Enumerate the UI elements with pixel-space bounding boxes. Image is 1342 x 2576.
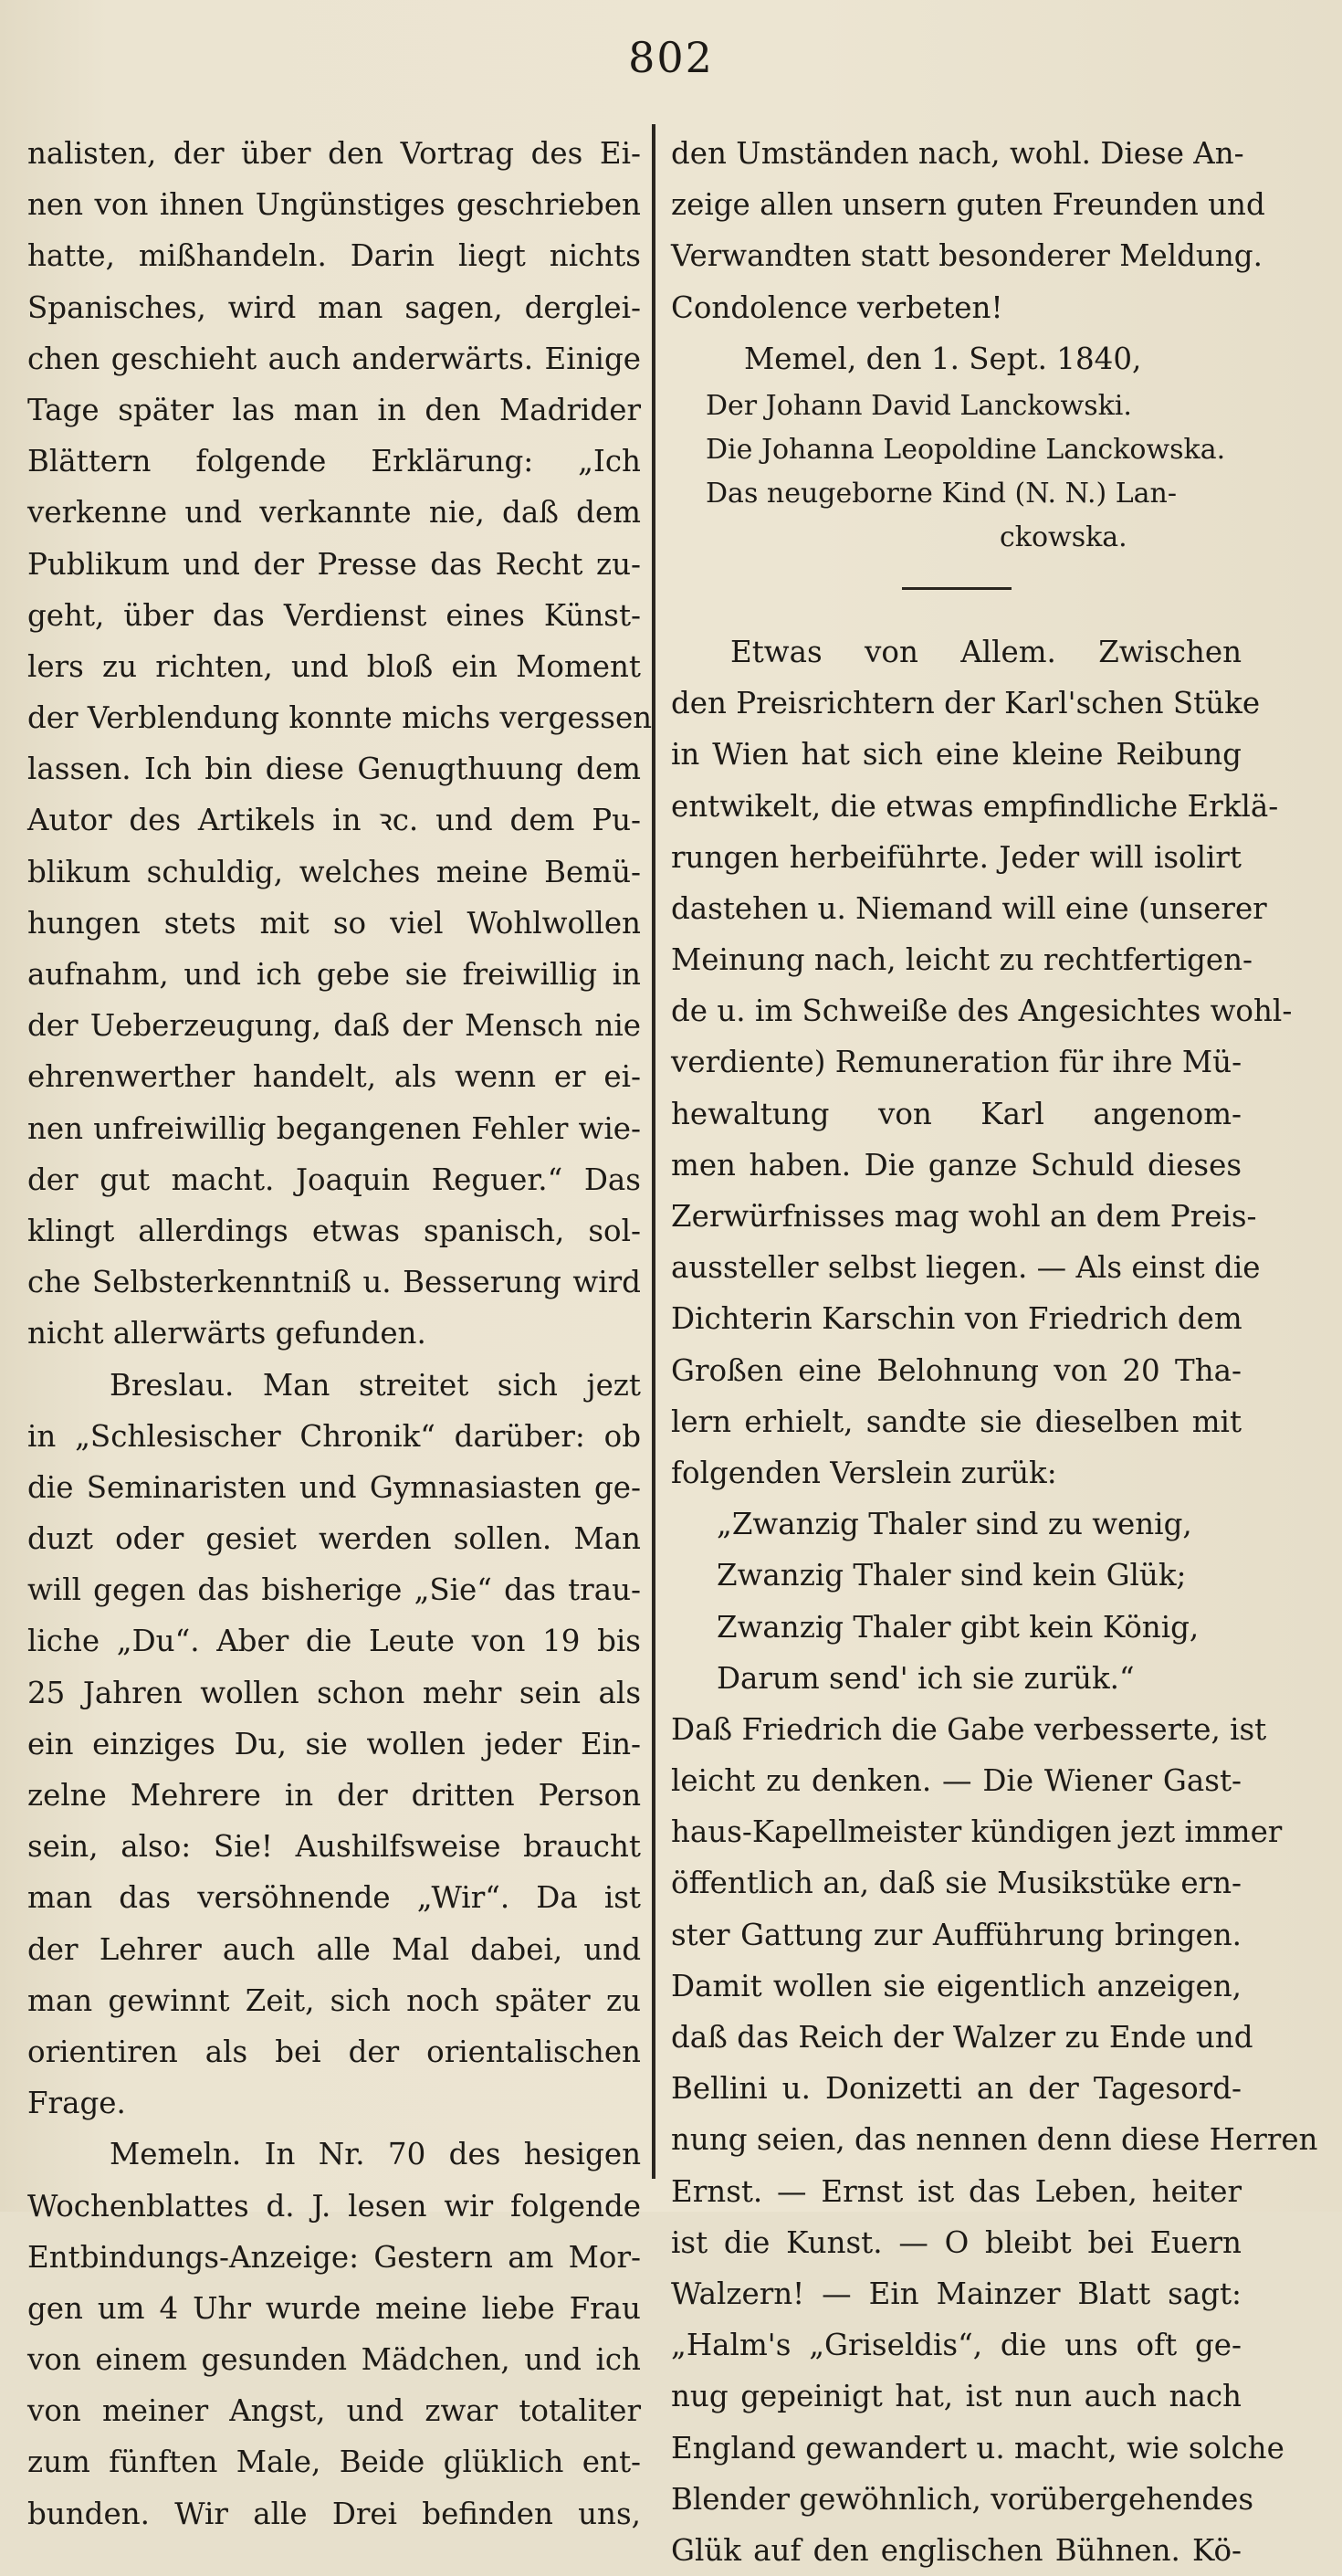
text-line: Wochenblattes d. J. lesen wir folgende (27, 2188, 641, 2224)
text-line: zeige allen unsern guten Freunden und (671, 187, 1265, 223)
text-line: nung seien, das nennen denn diese Herren (671, 2122, 1318, 2158)
text-line: in Wien hat sich eine kleine Reibung (671, 737, 1242, 773)
text-line: Glük auf den englischen Bühnen. Kö- (671, 2532, 1242, 2568)
text-line: dastehen u. Niemand will eine (unserer (671, 890, 1267, 926)
signature-line: ckowska. (1000, 520, 1127, 553)
poem-line: „Zwanzig Thaler sind zu wenig, (717, 1507, 1192, 1542)
text-line: chen geschieht auch anderwärts. Einige (27, 341, 641, 376)
text-line: blikum schuldig, welches meine Bemü- (27, 854, 641, 889)
text-line: lers zu richten, und bloß ein Moment (27, 648, 641, 684)
right-column (671, 128, 1318, 2576)
text-line: Tage später las man in den Madrider (27, 392, 641, 427)
announcement-signatures (671, 384, 1242, 560)
text-line: Memeln. In Nr. 70 des hesigen (110, 2137, 641, 2172)
announcement-date: Memel, den 1. Sept. 1840, (744, 341, 1142, 376)
poem (671, 1498, 1242, 1704)
text-line: duzt oder gesiet werden sollen. Man (27, 1521, 641, 1557)
text-line: von meiner Angst, und zwar totaliter (27, 2393, 641, 2429)
text-line: Ernst. — Ernst ist das Leben, heiter (671, 2173, 1242, 2209)
text-line: haus-Kapellmeister kündigen jezt immer (671, 1814, 1283, 1850)
text-line: Bellini u. Donizetti an der Tagesord- (671, 2071, 1242, 2107)
text-line: der Verblendung konnte michs vergessen (27, 700, 653, 736)
text-line: nen unfreiwillig begangenen Fehler wie- (27, 1110, 641, 1146)
text-line: che Selbsterkenntniß u. Besserung wird (27, 1265, 641, 1300)
text-line: liche „Du“. Aber die Leute von 19 bis (27, 1624, 641, 1659)
text-line: ster Gattung zur Aufführung bringen. (671, 1917, 1242, 1952)
text-line: hungen stets mit so viel Wohlwollen (27, 905, 641, 941)
text-line: de u. im Schweiße des Angesichtes wohl- (671, 994, 1293, 1029)
text-line: Meinung nach, leicht zu rechtfertigen- (671, 942, 1253, 978)
text-line: „Halm's „Griseldis“, die uns oft ge- (671, 2328, 1242, 2363)
text-line: der Lehrer auch alle Mal dabei, und (27, 1931, 641, 1967)
text-line: ehrenwerther handelt, als wenn er ei- (27, 1059, 641, 1095)
text-line: aufnahm, und ich gebe sie freiwillig in (27, 957, 641, 992)
text-line: den Umständen nach, wohl. Diese An- (671, 136, 1244, 171)
text-line: den Preisrichtern der Karl'schen Stüke (671, 686, 1261, 721)
text-line: nen von ihnen Ungünstiges geschrieben (27, 187, 641, 223)
text-line: leicht zu denken. — Die Wiener Gast- (671, 1763, 1242, 1799)
text-line: folgenden Verslein zurük: (671, 1455, 1057, 1490)
text-line: der Ueberzeugung, daß der Mensch nie (27, 1008, 641, 1044)
text-line: Publikum und der Presse das Recht zu- (27, 546, 641, 582)
text-line: men haben. Die ganze Schuld dieses (671, 1147, 1242, 1183)
signature-line: Der Johann David Lanckowski. (706, 389, 1132, 422)
text-line: Verwandten statt besonderer Meldung. (671, 238, 1263, 274)
birth-announcement-continued (671, 128, 1265, 333)
text-line: der gut macht. Joaquin Reguer.“ Das (27, 1162, 641, 1197)
text-line: Walzern! — Ein Mainzer Blatt sagt: (671, 2276, 1242, 2311)
section-divider (902, 587, 1012, 590)
text-line: Breslau. Man streitet sich jezt (110, 1367, 641, 1403)
text-line: Dichterin Karschin von Friedrich dem (671, 1301, 1242, 1337)
text-line: hatte, mißhandeln. Darin liegt nichts (27, 238, 641, 274)
text-line: Etwas von Allem. Zwischen (730, 634, 1242, 669)
text-line: lassen. Ich bin diese Genugthuung dem (27, 752, 641, 787)
text-line: klingt allerdings etwas spanisch, sol- (27, 1213, 641, 1248)
text-line: rungen herbeiführte. Jeder will isolirt (671, 839, 1242, 875)
text-line: in „Schlesischer Chronik“ darüber: ob (27, 1418, 641, 1454)
text-line: sein, also: Sie! Aushilfsweise braucht (27, 1829, 641, 1865)
poem-line: Darum send' ich sie zurük.“ (717, 1660, 1135, 1696)
text-line: verkenne und verkannte nie, daß dem (27, 495, 641, 531)
text-line: Damit wollen sie eigentlich anzeigen, (671, 1968, 1242, 2003)
text-line: England gewandert u. macht, wie solche (671, 2430, 1284, 2466)
text-line: die Seminaristen und Gymnasiasten ge- (27, 1469, 641, 1505)
text-line: ein einziges Du, sie wollen jeder Ein- (27, 1726, 641, 1761)
text-line: entwikelt, die etwas empfindliche Erklä- (671, 788, 1279, 824)
text-line: nug gepeinigt hat, ist nun auch nach (671, 2379, 1242, 2414)
text-line: Frage. (27, 2086, 126, 2121)
text-line: nicht allerwärts gefunden. (27, 1316, 426, 1351)
text-line: nalisten, der über den Vortrag des Ei- (27, 136, 641, 171)
text-line: man das versöhnende „Wir“. Da ist (27, 1880, 641, 1916)
page-number: 802 (628, 33, 714, 82)
text-line: Zerwürfnisses mag wohl an dem Preis- (671, 1199, 1257, 1234)
text-line: verdiente) Remuneration für ihre Mü- (671, 1045, 1242, 1080)
text-line: man gewinnt Zeit, sich noch später zu (27, 1982, 641, 2018)
signature-line: Die Johanna Leopoldine Lanckowska. (706, 433, 1226, 466)
text-line: zelne Mehrere in der dritten Person (27, 1778, 641, 1813)
text-line: zum fünften Male, Beide glüklich ent- (27, 2445, 641, 2480)
poem-line: Zwanzig Thaler sind kein Glük; (717, 1558, 1187, 1593)
text-line: gen um 4 Uhr wurde meine liebe Frau (27, 2290, 641, 2326)
text-line: Blender gewöhnlich, vorübergehendes (671, 2481, 1254, 2517)
text-line: Daß Friedrich die Gabe verbesserte, ist (671, 1711, 1267, 1747)
left-column (27, 128, 653, 2539)
article-etwas-von-allem (671, 626, 1293, 1498)
text-line: will gegen das bisherige „Sie“ das trau- (27, 1572, 641, 1608)
text-line: bunden. Wir alle Drei befinden uns, (27, 2496, 641, 2531)
text-line: daß das Reich der Walzer zu Ende und (671, 2020, 1253, 2055)
text-line: öffentlich an, daß sie Musikstüke ern- (671, 1866, 1242, 1901)
text-line: geht, über das Verdienst eines Künst- (27, 597, 641, 633)
text-line: von einem gesunden Mädchen, und ich (27, 2342, 641, 2378)
article-continued (671, 1704, 1318, 2576)
poem-line: Zwanzig Thaler gibt kein König, (717, 1609, 1200, 1645)
text-line: Condolence verbeten! (671, 289, 1003, 325)
text-line: Großen eine Belohnung von 20 Tha- (671, 1352, 1242, 1388)
text-line: ist die Kunst. — O bleibt bei Euern (671, 2224, 1242, 2260)
text-line: 25 Jahren wollen schon mehr sein als (27, 1675, 641, 1710)
text-line: Blättern folgende Erklärung: „Ich (27, 444, 641, 479)
text-line: Autor des Artikels in ꝛc. und dem Pu- (27, 803, 641, 838)
text-line: orientiren als bei der orientalischen (27, 2034, 641, 2069)
text-line: hewaltung von Karl angenom- (671, 1096, 1242, 1131)
text-line: Entbindungs-Anzeige: Gestern am Mor- (27, 2239, 641, 2275)
text-line: lern erhielt, sandte sie dieselben mit (671, 1404, 1242, 1439)
signature-line: Das neugeborne Kind (N. N.) Lan- (706, 477, 1177, 510)
text-line: Spanisches, wird man sagen, derglei- (27, 289, 641, 325)
text-line: aussteller selbst liegen. — Als einst die (671, 1250, 1261, 1286)
column-divider (652, 124, 655, 2179)
